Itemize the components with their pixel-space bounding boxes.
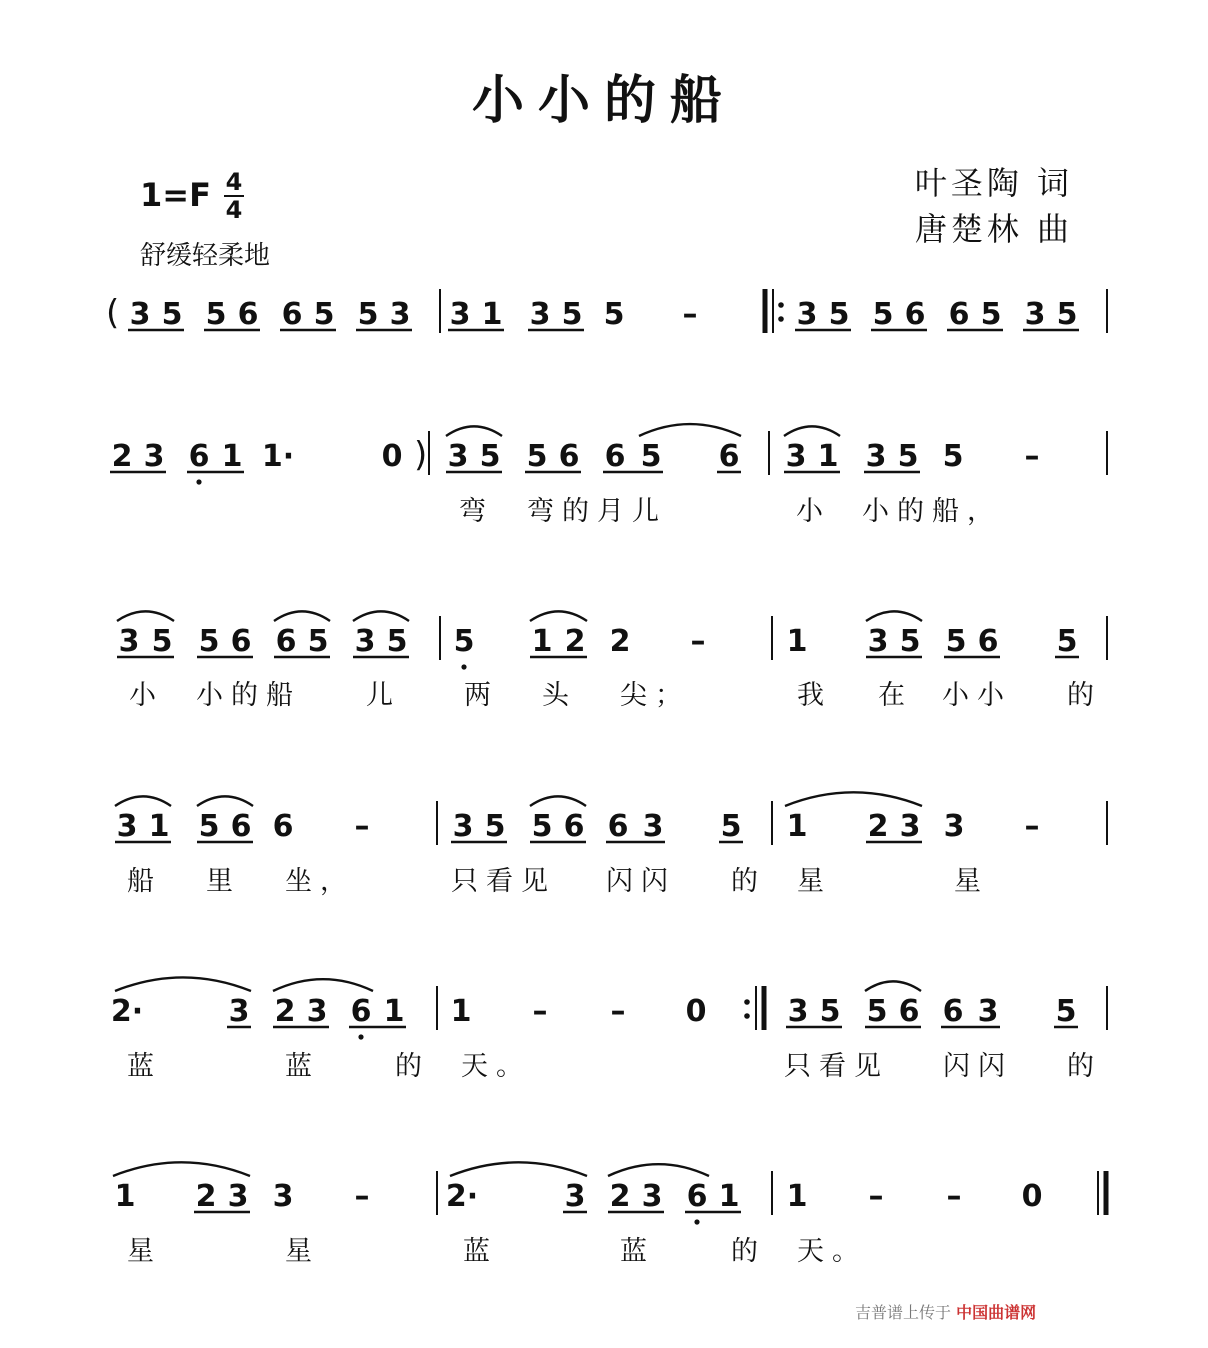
lyric: 儿: [366, 680, 401, 711]
slur: [273, 979, 373, 991]
note: –: [690, 624, 706, 659]
note: 5: [828, 297, 850, 332]
note: 5: [640, 439, 662, 474]
note: 6: [904, 297, 926, 332]
lyric: 蓝: [620, 1236, 655, 1267]
note: 3: [529, 297, 551, 332]
note: 1: [531, 624, 553, 659]
note: 3: [452, 809, 474, 844]
note: 0: [685, 994, 707, 1029]
note: 3: [116, 809, 138, 844]
note: –: [868, 1179, 884, 1214]
note: 5: [198, 624, 220, 659]
note: 5: [720, 809, 742, 844]
note: 6: [275, 624, 297, 659]
note: 3: [865, 439, 887, 474]
lyric: 的: [731, 1236, 766, 1267]
low-octave-dot: [196, 479, 201, 484]
slur: [353, 611, 409, 621]
note: 5: [526, 439, 548, 474]
repeat-dot: [778, 316, 784, 322]
note: 3: [564, 1179, 586, 1214]
note: 6: [230, 809, 252, 844]
note: 2: [609, 1179, 631, 1214]
note: 2·: [110, 994, 144, 1029]
lyric: 蓝: [463, 1236, 498, 1267]
slur: [865, 981, 921, 991]
slur: [274, 611, 330, 621]
note: 5: [603, 297, 625, 332]
note: –: [354, 809, 370, 844]
note: 2: [195, 1179, 217, 1214]
note: 3: [118, 624, 140, 659]
lyric: 船: [127, 866, 162, 897]
note: 5: [453, 624, 475, 659]
lyric: 只看见: [451, 866, 556, 897]
note: 3: [642, 809, 664, 844]
repeat-dot: [778, 302, 784, 308]
lyric: 坐，: [285, 866, 355, 897]
note: 1: [221, 439, 243, 474]
note: 5: [307, 624, 329, 659]
note: 3: [447, 439, 469, 474]
note: 6: [942, 994, 964, 1029]
note: 1·: [261, 439, 295, 474]
lyricist-credit: 叶圣陶 词: [914, 164, 1073, 202]
lyric: 弯的月儿: [527, 496, 667, 527]
note: 3: [977, 994, 999, 1029]
lyric: 的: [395, 1051, 430, 1082]
note: 5: [313, 297, 335, 332]
note: 3: [143, 439, 165, 474]
time-signature-denominator: 4: [225, 196, 243, 224]
slur: [115, 977, 251, 991]
lyric: 在: [878, 680, 913, 711]
lyric: 闪闪: [606, 866, 676, 897]
note: 5: [899, 624, 921, 659]
note: 6: [604, 439, 626, 474]
note: 1: [786, 809, 808, 844]
note: 5: [386, 624, 408, 659]
slur: [530, 611, 587, 621]
note: 2: [274, 994, 296, 1029]
note: 5: [151, 624, 173, 659]
slur: [608, 1164, 709, 1176]
note: 6: [607, 809, 629, 844]
lyric: 弯: [459, 496, 494, 527]
slur: [785, 792, 922, 806]
watermark: [855, 1300, 1036, 1323]
lyric: 星: [797, 866, 832, 897]
note: 1: [786, 1179, 808, 1214]
lyric: 的: [1067, 1051, 1102, 1082]
slur: [866, 611, 922, 621]
lyric: 的: [731, 866, 766, 897]
note: 5: [161, 297, 183, 332]
note: 1: [383, 994, 405, 1029]
note: –: [532, 994, 548, 1029]
lyric: 蓝: [127, 1051, 162, 1082]
note: 6: [237, 297, 259, 332]
note: 6: [350, 994, 372, 1029]
note: 5: [866, 994, 888, 1029]
note: –: [1024, 439, 1040, 474]
note: 1: [481, 297, 503, 332]
note: 3: [228, 994, 250, 1029]
tempo-marking: 舒缓轻柔地: [140, 241, 271, 271]
note: 2: [867, 809, 889, 844]
note: 3: [641, 1179, 663, 1214]
watermark-prefix: 吉普谱上传于: [855, 1303, 952, 1322]
note: –: [946, 1179, 962, 1214]
lyric: 星: [954, 866, 989, 897]
close-paren: ): [414, 435, 428, 475]
note: 6: [948, 297, 970, 332]
note: 5: [819, 994, 841, 1029]
lyric: 天。: [797, 1236, 867, 1267]
note: 6: [272, 809, 294, 844]
note: 3: [1024, 297, 1046, 332]
note: 2: [111, 439, 133, 474]
note: 3: [354, 624, 376, 659]
note: 6: [230, 624, 252, 659]
note: 5: [561, 297, 583, 332]
note: 1: [817, 439, 839, 474]
note: 3: [449, 297, 471, 332]
note: 3: [227, 1179, 249, 1214]
slur: [530, 796, 586, 806]
score-notes: [111, 297, 1078, 1214]
note: 6: [563, 809, 585, 844]
note: 3: [272, 1179, 294, 1214]
low-octave-dot: [694, 1219, 699, 1224]
lyric: 小的船，: [862, 496, 1002, 527]
note: –: [354, 1179, 370, 1214]
note: 5: [205, 297, 227, 332]
slur: [450, 1162, 587, 1176]
note: 3: [389, 297, 411, 332]
open-paren: (: [106, 293, 120, 333]
note: 3: [785, 439, 807, 474]
note: 5: [897, 439, 919, 474]
note: 6: [686, 1179, 708, 1214]
note: 6: [188, 439, 210, 474]
note: 5: [980, 297, 1002, 332]
lyric: 只看见: [784, 1051, 889, 1082]
note: 0: [381, 439, 403, 474]
slur: [115, 796, 171, 806]
note: 3: [943, 809, 965, 844]
note: 5: [531, 809, 553, 844]
note: 3: [129, 297, 151, 332]
note: 1: [148, 809, 170, 844]
note: 5: [1056, 297, 1078, 332]
note: 5: [484, 809, 506, 844]
lyric: 天。: [461, 1051, 531, 1082]
key-signature: 1=F: [140, 176, 211, 214]
repeat-dot: [744, 1013, 750, 1019]
note: –: [1024, 809, 1040, 844]
repeat-dot: [744, 999, 750, 1005]
watermark-brand: 中国曲谱网: [956, 1303, 1037, 1322]
lyric: 闪闪: [943, 1051, 1013, 1082]
lyric: 两: [464, 680, 499, 711]
lyric: 我: [797, 680, 832, 711]
note: 5: [942, 439, 964, 474]
lyric: 星: [127, 1236, 162, 1267]
lyric: 的: [1067, 680, 1102, 711]
note: 6: [898, 994, 920, 1029]
slur: [446, 426, 502, 436]
song-title: 小小的船: [471, 70, 736, 131]
score-marks: [106, 289, 1107, 1225]
slur: [639, 424, 741, 436]
note: 5: [1055, 994, 1077, 1029]
slur: [784, 426, 840, 436]
score-lyrics: [127, 496, 1102, 1267]
note: 6: [281, 297, 303, 332]
lyric: 尖；: [620, 680, 690, 711]
lyric: 小小: [942, 680, 1012, 711]
time-signature-numerator: 4: [225, 168, 243, 196]
note: 3: [899, 809, 921, 844]
lyric: 小: [796, 496, 831, 527]
note: 0: [1021, 1179, 1043, 1214]
note: 5: [872, 297, 894, 332]
note: 5: [198, 809, 220, 844]
note: 1: [114, 1179, 136, 1214]
slur: [197, 796, 253, 806]
lyric: 星: [285, 1236, 320, 1267]
note: –: [610, 994, 626, 1029]
note: –: [682, 297, 698, 332]
note: 2: [564, 624, 586, 659]
lyric: 里: [206, 866, 241, 897]
note: 1: [450, 994, 472, 1029]
note: 3: [306, 994, 328, 1029]
note: 6: [558, 439, 580, 474]
lyric: 头: [542, 680, 577, 711]
low-octave-dot: [358, 1034, 363, 1039]
note: 3: [787, 994, 809, 1029]
note: 6: [977, 624, 999, 659]
composer-credit: 唐楚林 曲: [914, 210, 1073, 248]
note: 5: [945, 624, 967, 659]
note: 2·: [445, 1179, 479, 1214]
note: 6: [718, 439, 740, 474]
slur: [117, 611, 174, 621]
note: 3: [796, 297, 818, 332]
note: 5: [1056, 624, 1078, 659]
lyric: 小: [129, 680, 164, 711]
lyric: 蓝: [285, 1051, 320, 1082]
slur: [113, 1162, 250, 1176]
note: 3: [867, 624, 889, 659]
note: 5: [479, 439, 501, 474]
low-octave-dot: [461, 664, 466, 669]
note: 2: [609, 624, 631, 659]
note: 1: [718, 1179, 740, 1214]
lyric: 小的船: [196, 680, 301, 711]
note: 1: [786, 624, 808, 659]
note: 5: [357, 297, 379, 332]
